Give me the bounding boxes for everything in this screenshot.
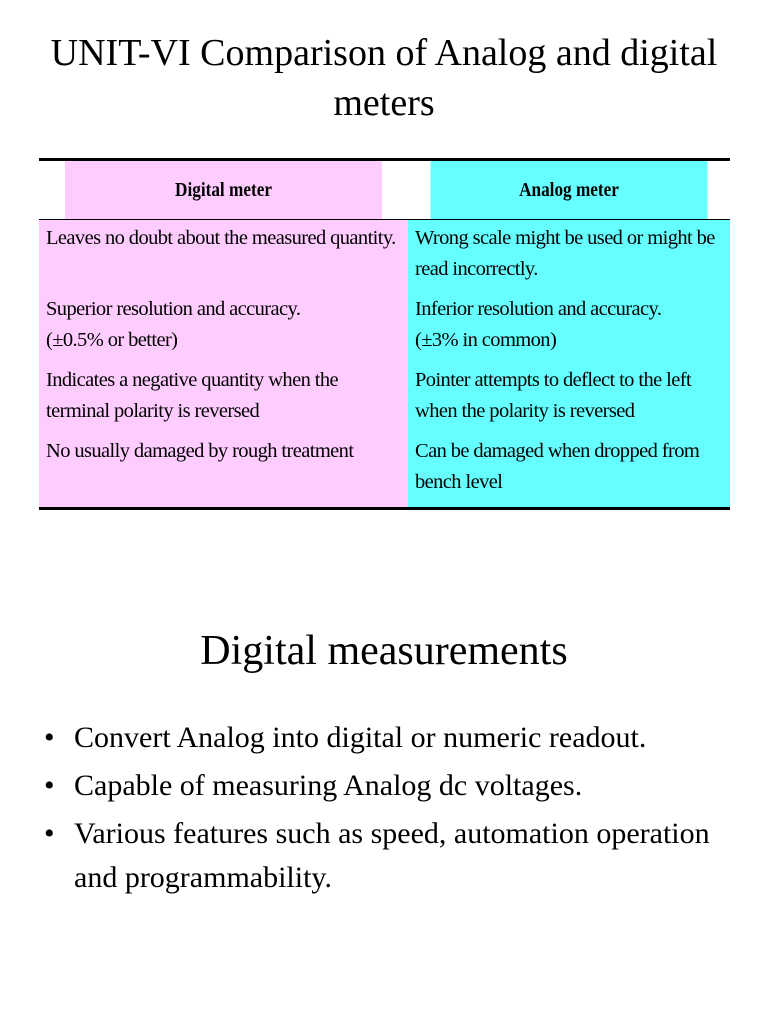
- table-row: [39, 220, 730, 291]
- bullet-marker: •: [44, 721, 55, 754]
- section-heading: Digital measurements: [200, 628, 568, 674]
- bullet-marker: •: [44, 817, 55, 850]
- digital-meter-header: Digital meter: [65, 160, 382, 220]
- cell-text: Pointer attempts to deflect to the left: [415, 368, 692, 391]
- slide-title: UNIT-VI Comparison of Analog and digital meters: [50, 32, 718, 124]
- bullet-text: Various features such as speed, automation operation and programmability.: [74, 817, 710, 894]
- table-row: [39, 433, 730, 509]
- analog-cell: [408, 362, 730, 433]
- table-row: [39, 291, 730, 362]
- cell-text: Inferior resolution and accuracy.: [415, 297, 662, 320]
- cell-text: terminal polarity is reversed: [46, 399, 260, 422]
- bullet-list: [44, 716, 744, 904]
- cell-text: Leaves no doubt about the measured quantity.: [46, 227, 396, 249]
- cell-text: Indicates a negative quantity when the: [46, 368, 338, 391]
- comparison-table: [39, 158, 730, 510]
- analog-meter-header: Analog meter: [431, 160, 708, 220]
- cell-text: No usually damaged by rough treatment: [46, 439, 354, 462]
- table-header-row: [39, 160, 730, 220]
- table-row: [39, 362, 730, 433]
- analog-cell: [408, 220, 730, 291]
- digital-cell: [39, 433, 408, 509]
- digital-cell: [39, 291, 408, 362]
- bullet-text: Convert Analog into digital or numeric readout.: [74, 721, 647, 754]
- list-item: [44, 716, 744, 760]
- list-item: [44, 764, 744, 808]
- bullet-text: Capable of measuring Analog dc voltages.: [74, 769, 583, 802]
- cell-text: read incorrectly.: [415, 258, 538, 280]
- cell-text: Can be damaged when dropped from: [415, 439, 700, 462]
- cell-text: (±0.5% or better): [46, 328, 178, 351]
- bullet-marker: •: [44, 769, 55, 802]
- digital-cell: [39, 220, 408, 291]
- cell-text: (±3% in common): [415, 328, 557, 351]
- cell-text: Wrong scale might be used or might be: [415, 227, 715, 249]
- cell-text: bench level: [415, 470, 503, 493]
- digital-cell: [39, 362, 408, 433]
- cell-text: Superior resolution and accuracy.: [46, 297, 301, 320]
- list-item: [44, 812, 744, 900]
- cell-text: when the polarity is reversed: [415, 399, 635, 422]
- analog-cell: [408, 291, 730, 362]
- analog-cell: [408, 433, 730, 509]
